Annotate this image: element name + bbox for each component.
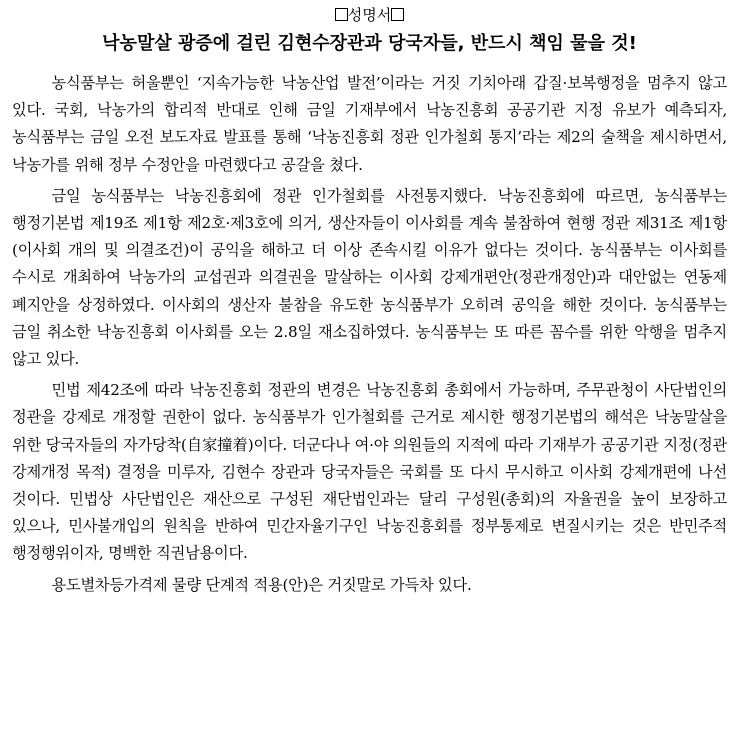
body-paragraph-1: 농식품부는 허울뿐인 ‘지속가능한 낙농산업 발전’이라는 거짓 기치아래 갑질·보복행정을 멈추지 않고 있다. 국회, 낙농가의 합리적 반대로 인해 금일 기재부에서 낙농진흥회 공공기관 지정 유보가 예측되자, 농식품부는 금일 오전 보도자료 발표를 통해 ‘낙농진흥회 정관 인가철회 통지’라는 제2의 술책을 제시하면서, 낙농가를 위해 정부 수정안을 마련했다고 공갈을 쳤다. — [12, 74, 727, 174]
square-bullet-left-icon — [335, 8, 348, 21]
body-paragraph-4: 용도별차등가격제 물량 단계적 적용(안)은 거짓말로 가득차 있다. — [51, 575, 472, 594]
body-paragraph-3: 민법 제42조에 따라 낙농진흥회 정관의 변경은 낙농진흥회 총회에서 가능하며, 주무관청이 사단법인의 정관을 강제로 개정할 권한이 없다. 농식품부가 인가철회를 근거로 제시한 행정기본법의 해석은 낙농말살을 위한 당국자들의 자가당착(自家撞着)이다. 더군다나 여·야 의원들의 지적에 따라 기재부가 공공기관 지정(정관 강제개정 목적) 결정을 미루자, 김현수 장관과 당국자들은 국회를 또 다시 무시하고 이사회 강제개편에 나선 것이다. 민법상 사단법인은 재산으로 구성된 재단법인과는 달리 구성원(총회)의 자율권을 높이 보장하고 있으나, 민사불개입의 원칙을 반하여 민간자율기구인 낙농진흥회를 정부통제로 변질시키는 것은 반민주적 행정행위이자, 명백한 직권남용이다. — [12, 381, 727, 563]
body-paragraph-2: 금일 농식품부는 낙농진흥회에 정관 인가철회를 사전통지했다. 낙농진흥회에 따르면, 농식품부는 행정기본법 제19조 제1항 제2호·제3호에 의거, 생산자들이 이사회를 계속 불참하여 현행 정관 제31조 제1항(이사회 개의 및 의결조건)이 공익을 해하고 더 이상 존속시킬 이유가 없다는 것이다. 농식품부는 이사회를 수시로 개최하여 낙농가의 교섭권과 의결권을 말살하는 이사회 강제개편안(정관개정안)과 대안없는 연동제 폐지안을 상정하였다. 이사회의 생산자 불참을 유도한 농식품부가 오히려 공익을 해한 것이다. 농식품부는 금일 취소한 낙농진흥회 이사회를 오는 2.8일 재소집하였다. 농식품부는 또 따른 꼼수를 위한 악행을 멈추지 않고 있다. — [12, 186, 727, 369]
document-type-heading — [12, 4, 727, 26]
document-type-label: 성명서 — [347, 6, 392, 24]
document-title: 낙농말살 광증에 걸린 김현수장관과 당국자들, 반드시 책임 물을 것! — [102, 33, 637, 54]
square-bullet-right-icon — [391, 8, 404, 21]
